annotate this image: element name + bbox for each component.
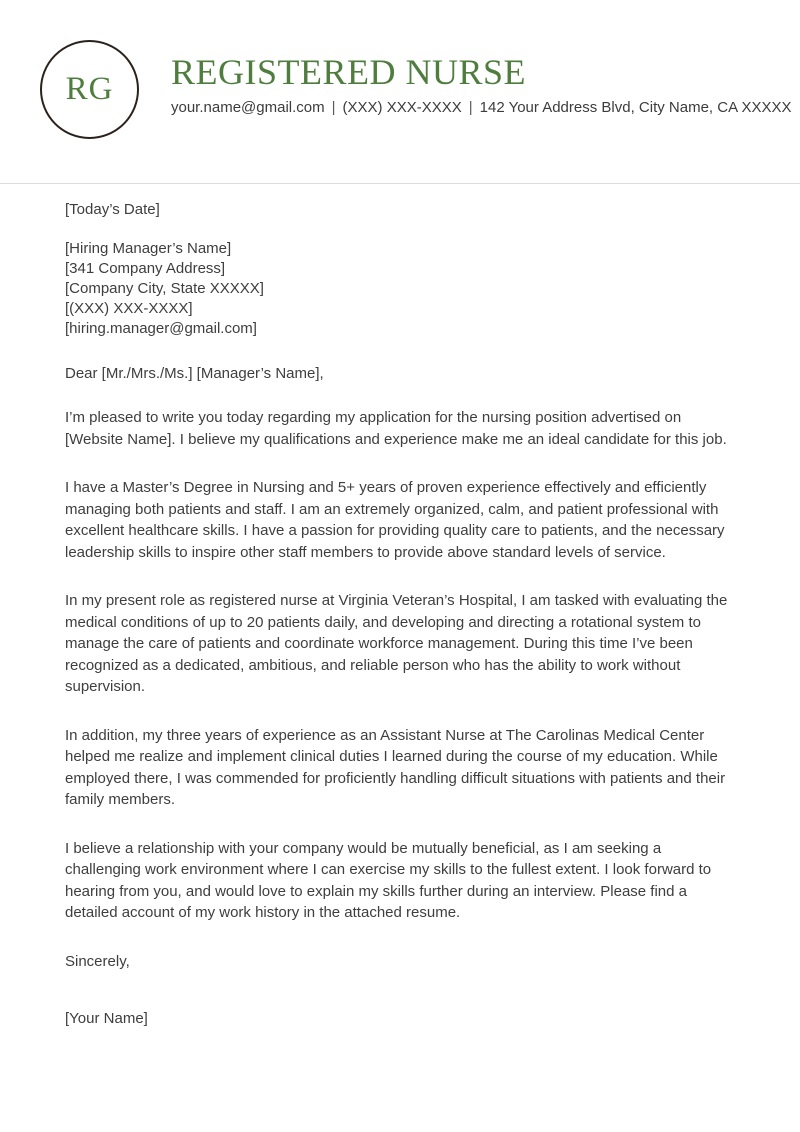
signature: [Your Name] [65,1010,148,1027]
date-line: [Today’s Date] [65,201,160,218]
page-title: REGISTERED NURSE [171,52,527,92]
contact-separator: | [468,99,473,116]
recipient-name: [Hiring Manager’s Name] [65,239,232,257]
monogram-initials: RG [65,71,114,107]
paragraph-intro: I’m pleased to write you today regarding my application for the nursing position advertised on [Website Name]. I believe my qualifications and experience make me an ideal candidate for this job. [65,409,727,448]
recipient-address: [341 Company Address] [65,259,226,277]
recipient-city: [Company City, State XXXXX] [65,279,264,297]
header-text [171,52,791,116]
letterhead [0,0,800,184]
recipient-block [65,239,738,339]
paragraph-prior-experience: In addition, my three years of experience as an Assistant Nurse at The Carolinas Medical Center helped me realize and implement clinical duties I learned during the course of my education. While employed there, I was commended for proficiently handling difficult situations with patients and their family members. [65,726,726,808]
contact-separator: | [331,99,336,116]
recipient-email: [hiring.manager@gmail.com] [65,319,257,337]
contact-email: your.name@gmail.com [171,99,325,116]
paragraph-current-role: In my present role as registered nurse at Virginia Veteran’s Hospital, I am tasked with evaluating the medical conditions of up to 20 patients daily, and developing and directing a rotational system to manage the care of patients and coordinate workforce management. During this time I’ve been recognized as a dedicated, ambitious, and reliable person who has the ability to work without supervision. [65,592,728,695]
closing: Sincerely, [65,952,130,970]
contact-phone: (XXX) XXX-XXXX [342,99,462,116]
monogram-logo [40,40,139,139]
contact-info [171,99,791,116]
salutation: Dear [Mr./Mrs./Ms.] [Manager’s Name], [65,364,324,382]
paragraph-conclusion: I believe a relationship with your company would be mutually beneficial, as I am seeking a challenging work environment where I can exercise my skills to the fullest extent. I look forward to hearing from you, and would love to explain my skills further during an interview. Please find a detailed account of my work history in the attached resume. [65,839,712,921]
recipient-phone: [(XXX) XXX-XXXX] [65,299,193,317]
contact-address: 142 Your Address Blvd, City Name, CA XXXXX [479,99,792,116]
paragraph-qualifications: I have a Master’s Degree in Nursing and 5+ years of proven experience effectively and efficiently managing both patients and staff. I am an extremely organized, calm, and patient professional with excellent healthcare skills. I have a passion for providing quality care to patients, and the necessary leadership skills to inspire other staff members to provide above standard levels of service. [65,479,725,561]
letter-body [0,184,800,1030]
